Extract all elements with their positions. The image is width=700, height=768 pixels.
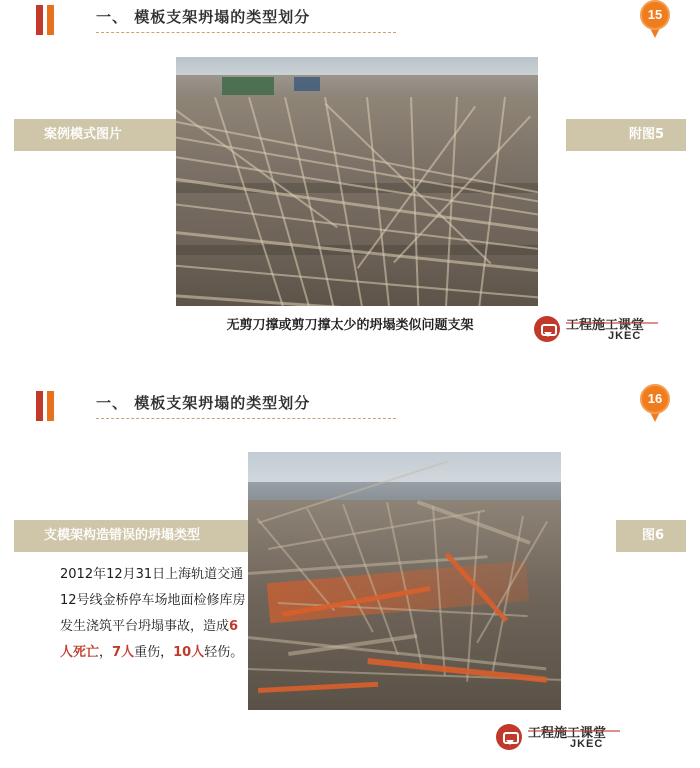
slide-1	[0, 0, 700, 360]
body-line-1: 2012年12月31日上海轨道交通	[60, 567, 244, 582]
body-highlight-deaths-label: 死亡	[73, 645, 100, 660]
slide-2-caption-right-label: 图6	[641, 528, 664, 543]
slide-2-page-number: 16	[647, 391, 663, 406]
slide-2-title: 一、 模板支架坍塌的类型划分	[96, 394, 311, 412]
slide-2-brand-abbr: JKEC	[570, 738, 604, 750]
megaphone-icon	[534, 316, 560, 342]
slide-2	[0, 360, 700, 768]
body-comma: ，	[99, 645, 113, 660]
slide-1-photo	[176, 57, 538, 306]
megaphone-icon-2	[496, 724, 522, 750]
accent-bar-orange-2	[47, 391, 54, 421]
slide-1-caption-left-label: 案例模式图片	[44, 127, 123, 142]
accent-bar-red-2	[36, 391, 43, 421]
header-accent-bars-2	[36, 391, 62, 421]
body-line-3: 发生浇筑平台坍塌事故，造成	[60, 619, 230, 634]
photo-rebar-mesh	[176, 57, 538, 306]
slide-1-title: 一、 模板支架坍塌的类型划分	[96, 8, 311, 26]
header-divider	[96, 32, 396, 33]
slide-2-photo	[248, 452, 561, 710]
slide-1-brand-abbr: JKEC	[608, 330, 642, 342]
header-accent-bars	[36, 5, 62, 35]
slide-1-caption-band-right	[566, 119, 686, 151]
photo2-collapsed-scaffold	[248, 452, 561, 710]
body-highlight-minor-count: 10人	[173, 645, 205, 660]
body-highlight-deaths-count: 6人	[60, 619, 239, 660]
slide-1-header	[0, 0, 700, 46]
slide-2-brand-name: 工程施工课堂	[528, 726, 607, 741]
slide-2-page-marker	[640, 384, 670, 424]
slide-2-body-text	[60, 562, 250, 666]
slide-1-brand-name: 工程施工课堂	[566, 318, 645, 333]
slide-2-caption-left-label: 支模架构造错误的坍塌类型	[44, 528, 201, 543]
slide-2-caption-band-right	[616, 520, 686, 552]
brand-strike-decoration	[566, 322, 658, 324]
slide-1-page-number: 15	[647, 7, 663, 22]
slide-1-page-marker	[640, 0, 670, 40]
accent-bar-red	[36, 5, 43, 35]
slide-2-header	[0, 386, 700, 432]
slide-1-photo-caption: 无剪刀撑或剪刀撑太少的坍塌类似问题支架	[226, 318, 474, 333]
brand-strike-decoration-2	[528, 730, 620, 732]
slide-1-caption-right-label: 附图5	[628, 127, 664, 142]
slide-2-caption-band-left	[14, 520, 264, 552]
body-line-2: 12号线金桥停车场地面检修库房	[60, 593, 246, 608]
body-highlight-serious-count: 7人	[112, 645, 135, 660]
body-minor-label: 轻伤。	[204, 645, 244, 660]
body-serious-label: 重伤，	[134, 645, 174, 660]
accent-bar-orange	[47, 5, 54, 35]
header-divider-2	[96, 418, 396, 419]
